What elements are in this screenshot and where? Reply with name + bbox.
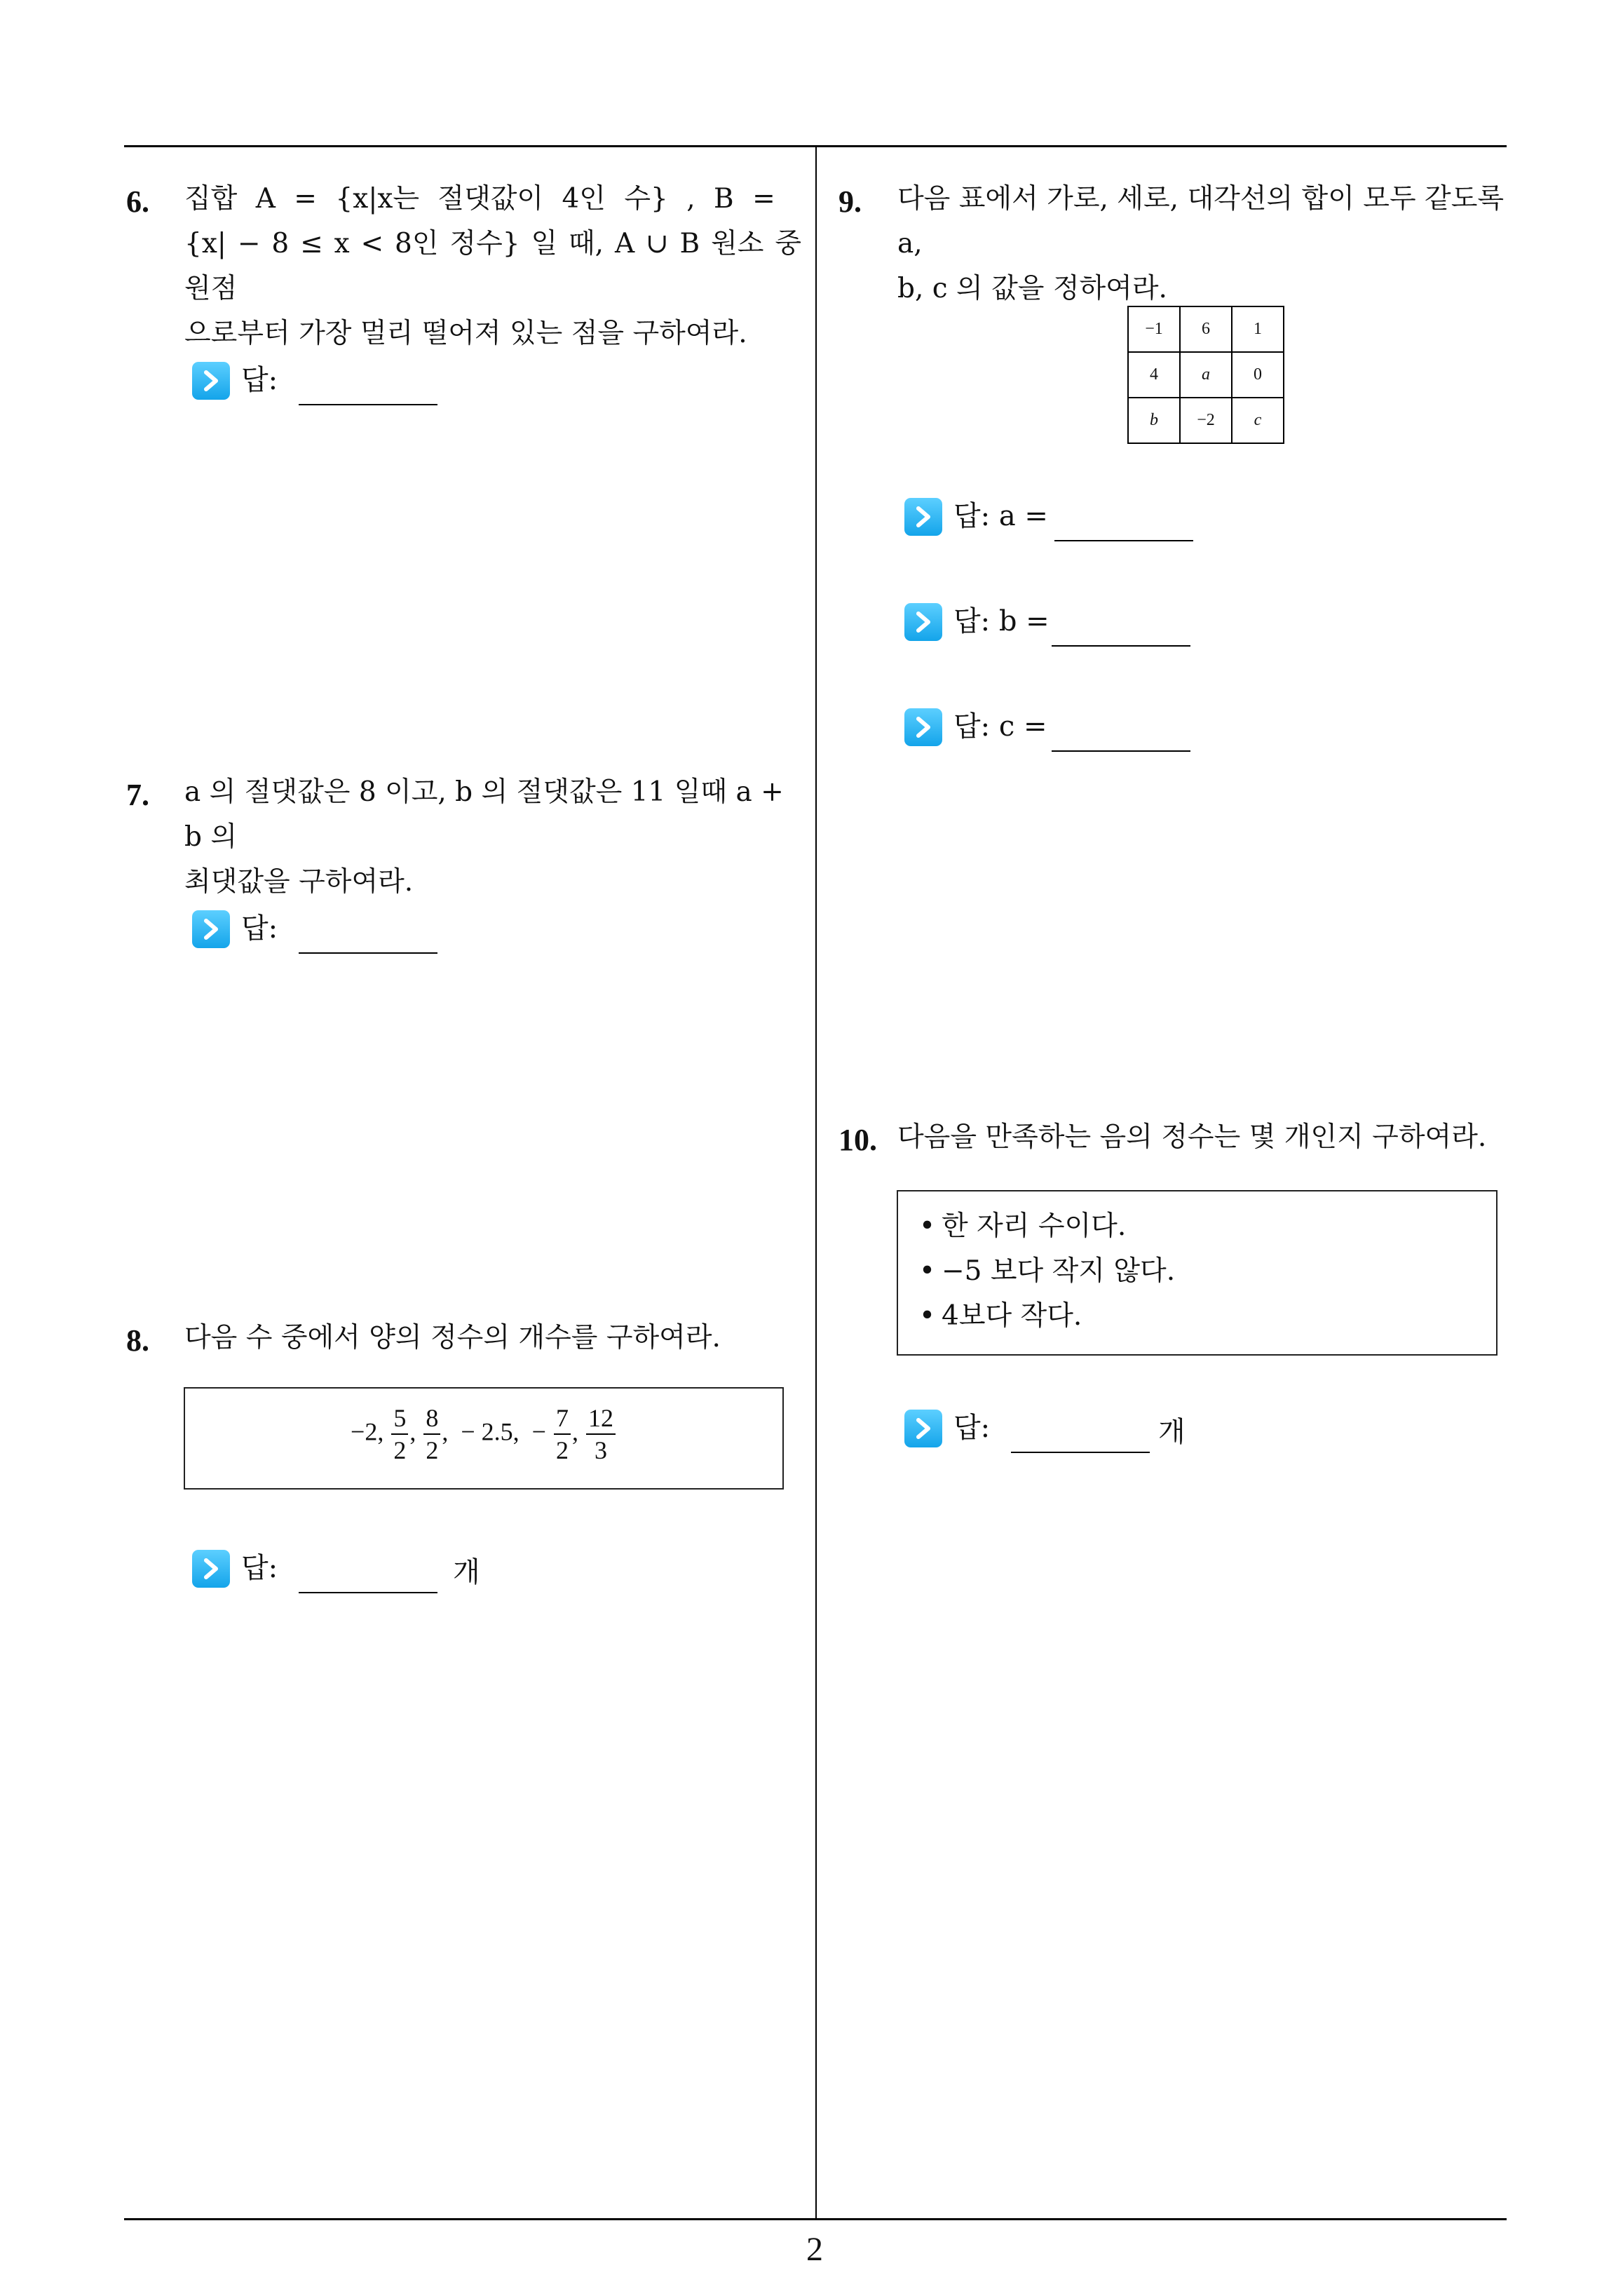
question-10-conditions-box [897,1190,1498,1356]
question-7-number: 7. [126,778,149,812]
answer-blank[interactable] [1052,645,1190,647]
question-6-line-3: 으로부터 가장 멀리 떨어져 있는 점을 구하여라. [184,318,747,349]
chevron-right-icon [904,498,942,536]
item-neg-two: −2, [351,1417,384,1446]
fraction-5-2: $\frac{5}{2}$ [391,1403,408,1466]
answer-label: 답: a = [953,500,1048,532]
chevron-right-icon [192,1550,230,1588]
question-9-number: 9. [838,184,862,219]
table-cell: 0 [1232,352,1284,398]
question-10-text: 다음을 만족하는 음의 정수는 몇 개인지 구하여라. [897,1121,1487,1153]
answer-label: 답: [241,364,278,396]
question-8-text: 다음 수 중에서 양의 정수의 개수를 구하여라. [184,1322,721,1353]
question-7-line-1: a 의 절댓값은 8 이고, b 의 절댓값은 11 일때 a + b 의 [184,776,784,853]
bottom-rule [124,2218,1507,2220]
question-9-line-2: b, c 의 값을 정하여라. [897,273,1167,304]
question-10-answer [904,1403,1220,1459]
answer-blank[interactable] [1052,750,1190,752]
question-9-answer-b [904,596,1220,652]
question-7-line-2: 최댓값을 구하여라. [184,866,414,898]
answer-blank[interactable] [1011,1452,1150,1453]
question-6-text [184,177,801,356]
answer-label: 답: [241,912,278,945]
chevron-right-icon [192,362,230,400]
question-10-number: 10. [838,1123,877,1157]
chevron-right-icon [904,1410,942,1447]
question-7-text [184,770,808,905]
answer-unit: 개 [453,1556,480,1588]
list-item: • −5 보다 작지 않다. [914,1249,1175,1294]
page-number: 2 [806,2231,823,2268]
answer-blank[interactable] [1054,540,1193,541]
question-6-answer [192,355,473,411]
answer-unit: 개 [1158,1416,1186,1448]
answer-label: 답: c = [953,710,1047,743]
table-row [1128,306,1284,352]
table-cell: b [1128,398,1180,443]
list-item: • 4보다 작다. [914,1294,1175,1339]
question-6-number: 6. [126,184,149,219]
question-9-line-1: 다음 표에서 가로, 세로, 대각선의 합이 모두 같도록 a, [897,183,1505,259]
question-7-answer [192,903,473,959]
table-cell: 4 [1128,352,1180,398]
answer-label: 답: [241,1552,278,1584]
answer-blank[interactable] [299,404,437,405]
chevron-right-icon [904,708,942,746]
question-8-answer [192,1543,508,1599]
fraction-12-3: $\frac{12}{3}$ [586,1403,616,1466]
condition-list [914,1204,1175,1339]
neg-sign: − [531,1417,546,1446]
table-cell: a [1180,352,1232,398]
table-cell: 1 [1232,306,1284,352]
table-row [1128,398,1284,443]
fraction-7-2: $\frac{7}{2}$ [554,1403,571,1466]
number-list: −2, $\frac{5}{2}$ , $\frac{8}{2}$ , − 2.5, − $\frac{7}{2}$ , $\frac{12}{3}$ [185,1403,782,1466]
magic-square-table [1127,306,1284,444]
question-8-number: 8. [126,1323,149,1358]
fraction-8-2: $\frac{8}{2}$ [423,1403,440,1466]
question-9-answer-c [904,701,1220,757]
question-9-answer-a [904,491,1220,547]
answer-blank[interactable] [299,952,437,954]
question-9-text [897,177,1514,311]
list-item: • 한 자리 수이다. [914,1204,1175,1249]
question-6-line-1: 집합 A = {x|x는 절댓값이 4인 수} , B = [184,183,775,215]
item-neg-2-5: − 2.5, [461,1417,520,1446]
table-cell: −1 [1128,306,1180,352]
table-cell: 6 [1180,306,1232,352]
answer-blank[interactable] [299,1592,437,1593]
answer-label: 답: b = [953,605,1050,637]
chevron-right-icon [192,910,230,948]
chevron-right-icon [904,603,942,641]
table-cell: −2 [1180,398,1232,443]
question-6-line-2: {x| − 8 ≤ x < 8인 정수} 일 때, A ∪ B 원소 중 원점 [184,228,801,304]
table-cell: c [1232,398,1284,443]
answer-label: 답: [953,1412,991,1444]
column-divider [815,145,817,2220]
table-row [1128,352,1284,398]
question-8-number-box [184,1387,784,1490]
